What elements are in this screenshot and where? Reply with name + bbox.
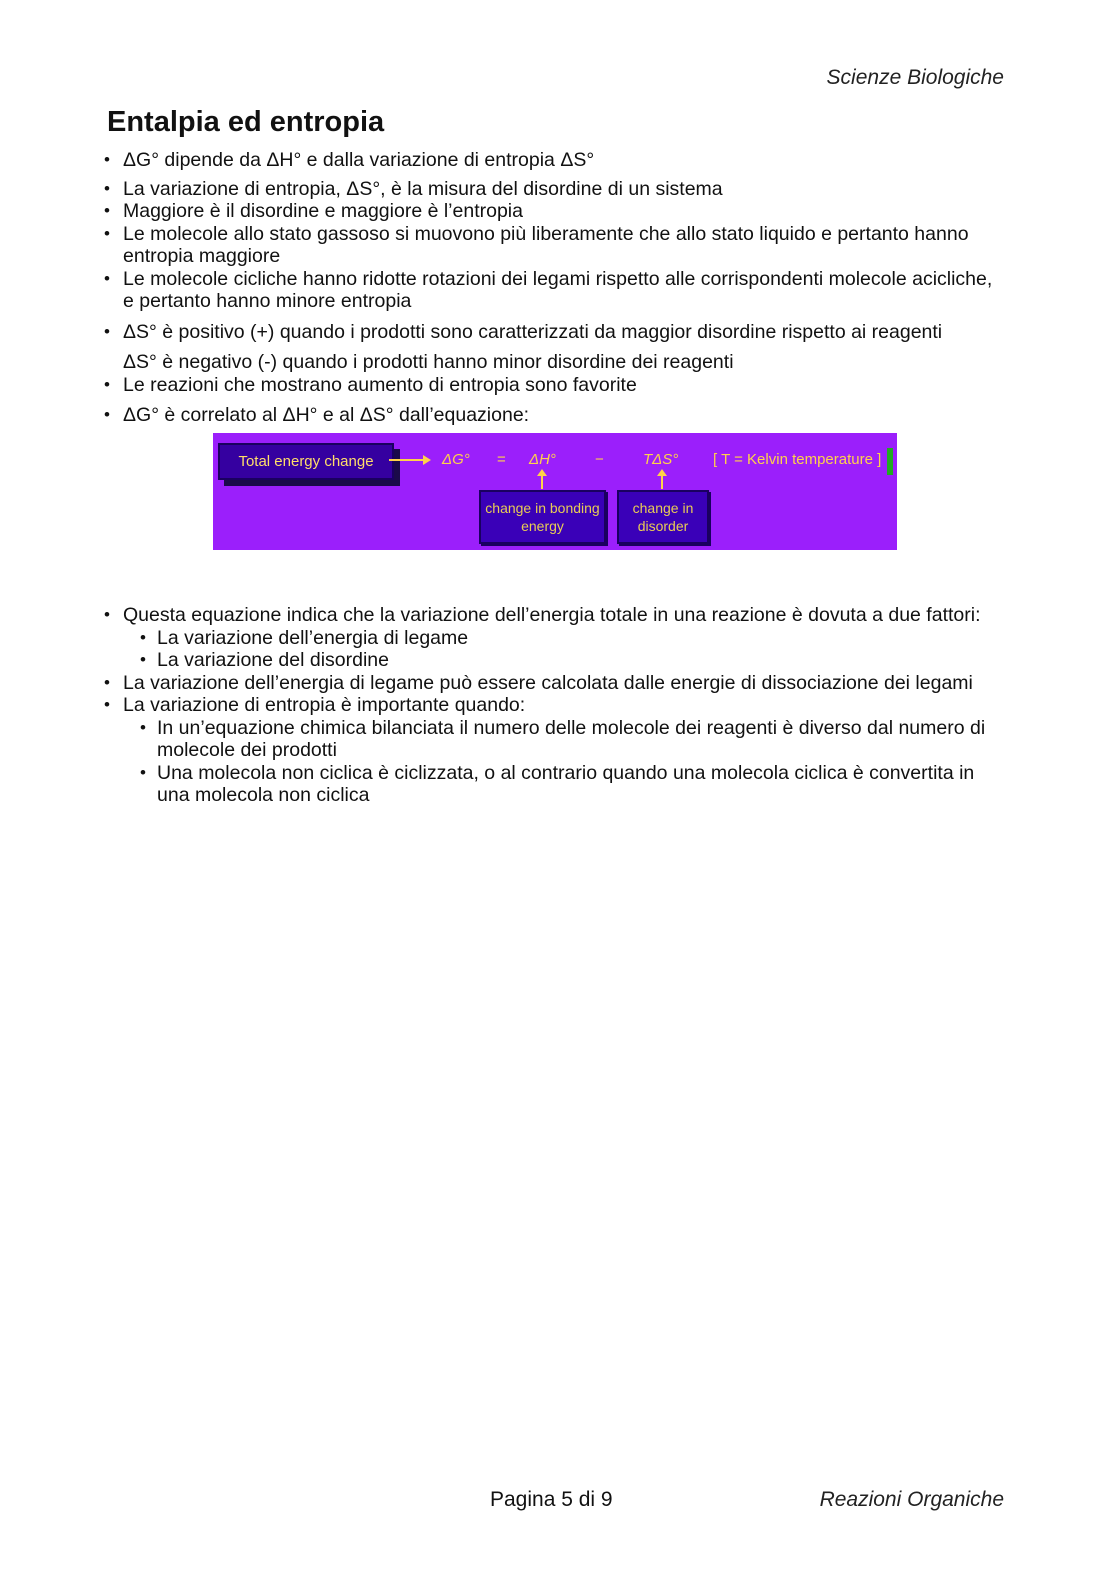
list-item-text: La variazione di entropia è importante quando:: [123, 694, 526, 716]
delta-g-term: ΔG°: [442, 451, 470, 468]
right-arrow-icon: [389, 459, 427, 461]
list-item: • La variazione di entropia, ΔS°, è la misura del disordine di un sistema: [104, 178, 1004, 201]
green-marker: [887, 448, 893, 475]
sub-list: [123, 627, 1004, 672]
sub-list: [123, 717, 1004, 807]
sub-list-item: • Una molecola non ciclica è ciclizzata, o al contrario quando una molecola ciclica è convertita in una molecola non ciclica: [123, 762, 1004, 807]
list-item: • Le molecole allo stato gassoso si muovono più liberamente che allo stato liquido e pertanto hanno entropia maggiore: [104, 223, 1004, 268]
list-item: • Maggiore è il disordine e maggiore è l’entropia: [104, 200, 1004, 223]
up-arrow-icon: [541, 473, 543, 489]
header-subject: Scienze Biologiche: [826, 66, 1004, 89]
list-item: • La variazione dell’energia di legame può essere calcolata dalle energie di dissociazione dei legami: [104, 672, 1004, 695]
delta-h-term: ΔH°: [529, 451, 556, 468]
equation-figure: [213, 433, 897, 550]
list-item: • ΔG° dipende da ΔH° e dalla variazione di entropia ΔS°: [104, 149, 1004, 172]
minus-sign: −: [595, 451, 604, 468]
list-item-text: Questa equazione indica che la variazione dell’energia totale in una reazione è dovuta a due fattori:: [123, 604, 981, 626]
up-arrow-icon: [661, 473, 663, 489]
list-item: [104, 604, 1004, 672]
sub-list-item: • In un’equazione chimica bilanciata il numero delle molecole dei reagenti è diverso dal numero di molecole dei prodotti: [123, 717, 1004, 762]
kelvin-note: [ T = Kelvin temperature ]: [713, 451, 882, 468]
page-number: Pagina 5 di 9: [490, 1488, 613, 1511]
page-title: Entalpia ed entropia: [107, 106, 385, 138]
list-item: • ΔS° è positivo (+) quando i prodotti sono caratterizzati da maggior disordine rispetto ai reagenti: [104, 321, 1004, 344]
sub-list-item: • La variazione del disordine: [123, 649, 1004, 672]
list-item: [104, 694, 1004, 807]
bullet-list-bottom: [104, 604, 1004, 807]
footer-course: Reazioni Organiche: [819, 1488, 1004, 1511]
list-item: • Le molecole cicliche hanno ridotte rotazioni dei legami rispetto alle corrispondenti molecole acicliche, e pertanto hanno minore entropia: [104, 268, 1004, 313]
bonding-energy-box: change in bonding energy: [479, 490, 606, 544]
list-item: ΔS° è negativo (-) quando i prodotti hanno minor disordine dei reagenti: [123, 351, 734, 373]
disorder-box: change in disorder: [617, 490, 709, 544]
sub-list-item: • La variazione dell’energia di legame: [123, 627, 1004, 650]
list-item: • Le reazioni che mostrano aumento di entropia sono favorite: [104, 374, 1004, 397]
t-delta-s-term: TΔS°: [643, 451, 679, 468]
list-item: • ΔG° è correlato al ΔH° e al ΔS° dall’equazione:: [104, 404, 1004, 427]
bullet-list-top: [104, 149, 1004, 427]
equals-sign: =: [497, 451, 506, 468]
total-energy-label: Total energy change: [218, 443, 394, 480]
